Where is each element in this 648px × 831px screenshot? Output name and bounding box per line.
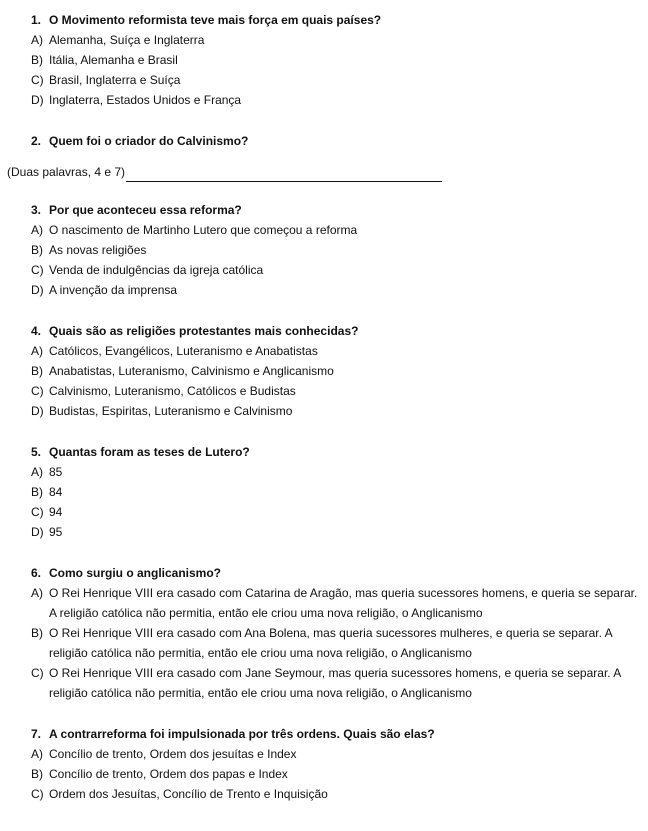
question-title — [0, 321, 648, 341]
option-letter: C) — [31, 666, 44, 680]
option-letter: B) — [31, 243, 43, 257]
worksheet — [0, 10, 648, 804]
answer-blank[interactable] — [126, 167, 442, 182]
option-text: O Rei Henrique VIII era casado com Ana Bolena, mas queria sucessores mulheres, e queria se separar. A religião católica não permitia, então ele criou uma nova religião, o Anglicanismo — [49, 626, 612, 660]
option-letter: C) — [31, 787, 44, 801]
question-1 — [0, 10, 648, 110]
option-letter: D) — [31, 525, 44, 539]
option-letter: A) — [31, 33, 43, 47]
option-a[interactable] — [0, 220, 648, 240]
question-title — [0, 10, 648, 30]
option-text: 95 — [49, 525, 63, 539]
option-letter: A) — [31, 223, 43, 237]
question-number: 4. — [31, 324, 42, 338]
option-a[interactable] — [0, 30, 648, 50]
option-text: Venda de indulgências da igreja católica — [49, 263, 264, 277]
option-letter: B) — [31, 767, 43, 781]
option-c[interactable] — [0, 663, 648, 703]
option-text: Budistas, Espiritas, Luteranismo e Calvinismo — [49, 404, 293, 418]
option-a[interactable] — [0, 744, 648, 764]
option-a[interactable] — [0, 583, 648, 623]
question-6 — [0, 563, 648, 703]
option-d[interactable] — [0, 90, 648, 110]
option-text: Católicos, Evangélicos, Luteranismo e Anabatistas — [49, 344, 318, 358]
option-d[interactable] — [0, 280, 648, 300]
option-c[interactable] — [0, 784, 648, 804]
question-number: 6. — [31, 566, 42, 580]
option-letter: C) — [31, 505, 44, 519]
option-c[interactable] — [0, 260, 648, 280]
option-letter: B) — [31, 626, 43, 640]
option-c[interactable] — [0, 502, 648, 522]
question-number: 7. — [31, 727, 42, 741]
question-text: A contrarreforma foi impulsionada por três ordens. Quais são elas? — [49, 727, 435, 741]
option-letter: B) — [31, 485, 43, 499]
option-letter: B) — [31, 53, 43, 67]
question-title — [0, 724, 648, 744]
question-2 — [0, 131, 648, 182]
question-3 — [0, 200, 648, 300]
question-text: Quem foi o criador do Calvinismo? — [49, 134, 249, 148]
option-text: 84 — [49, 485, 63, 499]
option-text: Inglaterra, Estados Unidos e França — [49, 93, 242, 107]
question-text: O Movimento reformista teve mais força em quais países? — [49, 13, 382, 27]
question-title — [0, 563, 648, 583]
option-b[interactable] — [0, 764, 648, 784]
option-b[interactable] — [0, 50, 648, 70]
option-letter: C) — [31, 263, 44, 277]
option-text: A invenção da imprensa — [49, 283, 178, 297]
option-text: O nascimento de Martinho Lutero que começou a reforma — [49, 223, 358, 237]
question-text: Como surgiu o anglicanismo? — [49, 566, 222, 580]
question-title — [0, 442, 648, 462]
option-text: As novas religiões — [49, 243, 147, 257]
option-c[interactable] — [0, 381, 648, 401]
answer-hint: (Duas palavras, 4 e 7) — [7, 165, 126, 179]
question-text: Por que aconteceu essa reforma? — [49, 203, 242, 217]
option-text: O Rei Henrique VIII era casado com Catarina de Aragão, mas queria sucessores homens, e queria se separar. A religião católica não permitia, então ele criou uma nova religião, o Anglicanismo — [49, 586, 638, 620]
question-title — [0, 200, 648, 220]
question-number: 5. — [31, 445, 42, 459]
option-b[interactable] — [0, 361, 648, 381]
question-text: Quantas foram as teses de Lutero? — [49, 445, 250, 459]
option-text: Concílio de trento, Ordem dos papas e Index — [49, 767, 288, 781]
question-5 — [0, 442, 648, 542]
option-letter: C) — [31, 73, 44, 87]
option-letter: C) — [31, 384, 44, 398]
option-letter: D) — [31, 404, 44, 418]
option-text: Ordem dos Jesuítas, Concílio de Trento e Inquisição — [49, 787, 328, 801]
option-d[interactable] — [0, 401, 648, 421]
option-text: Calvinismo, Luteranismo, Católicos e Budistas — [49, 384, 296, 398]
option-b[interactable] — [0, 482, 648, 502]
option-d[interactable] — [0, 522, 648, 542]
option-text: Alemanha, Suíça e Inglaterra — [49, 33, 205, 47]
option-letter: D) — [31, 283, 44, 297]
question-text: Quais são as religiões protestantes mais conhecidas? — [49, 324, 359, 338]
option-text: 94 — [49, 505, 63, 519]
option-letter: D) — [31, 93, 44, 107]
question-4 — [0, 321, 648, 421]
option-text: Brasil, Inglaterra e Suíça — [49, 73, 181, 87]
option-b[interactable] — [0, 240, 648, 260]
option-text: 85 — [49, 465, 63, 479]
answer-line — [0, 162, 648, 182]
option-text: Anabatistas, Luteranismo, Calvinismo e Anglicanismo — [49, 364, 334, 378]
option-b[interactable] — [0, 623, 648, 663]
question-7 — [0, 724, 648, 804]
question-title — [0, 131, 648, 151]
question-number: 2. — [31, 134, 42, 148]
option-a[interactable] — [0, 341, 648, 361]
option-c[interactable] — [0, 70, 648, 90]
option-letter: B) — [31, 364, 43, 378]
option-letter: A) — [31, 465, 43, 479]
question-number: 1. — [31, 13, 42, 27]
option-text: O Rei Henrique VIII era casado com Jane Seymour, mas queria sucessores homens, e queria se separar. A religião católica não permitia, então ele criou uma nova religião, o Anglicanismo — [49, 666, 621, 700]
option-letter: A) — [31, 586, 43, 600]
option-a[interactable] — [0, 462, 648, 482]
option-letter: A) — [31, 747, 43, 761]
option-letter: A) — [31, 344, 43, 358]
question-number: 3. — [31, 203, 42, 217]
option-text: Itália, Alemanha e Brasil — [49, 53, 178, 67]
option-text: Concílio de trento, Ordem dos jesuítas e Index — [49, 747, 297, 761]
